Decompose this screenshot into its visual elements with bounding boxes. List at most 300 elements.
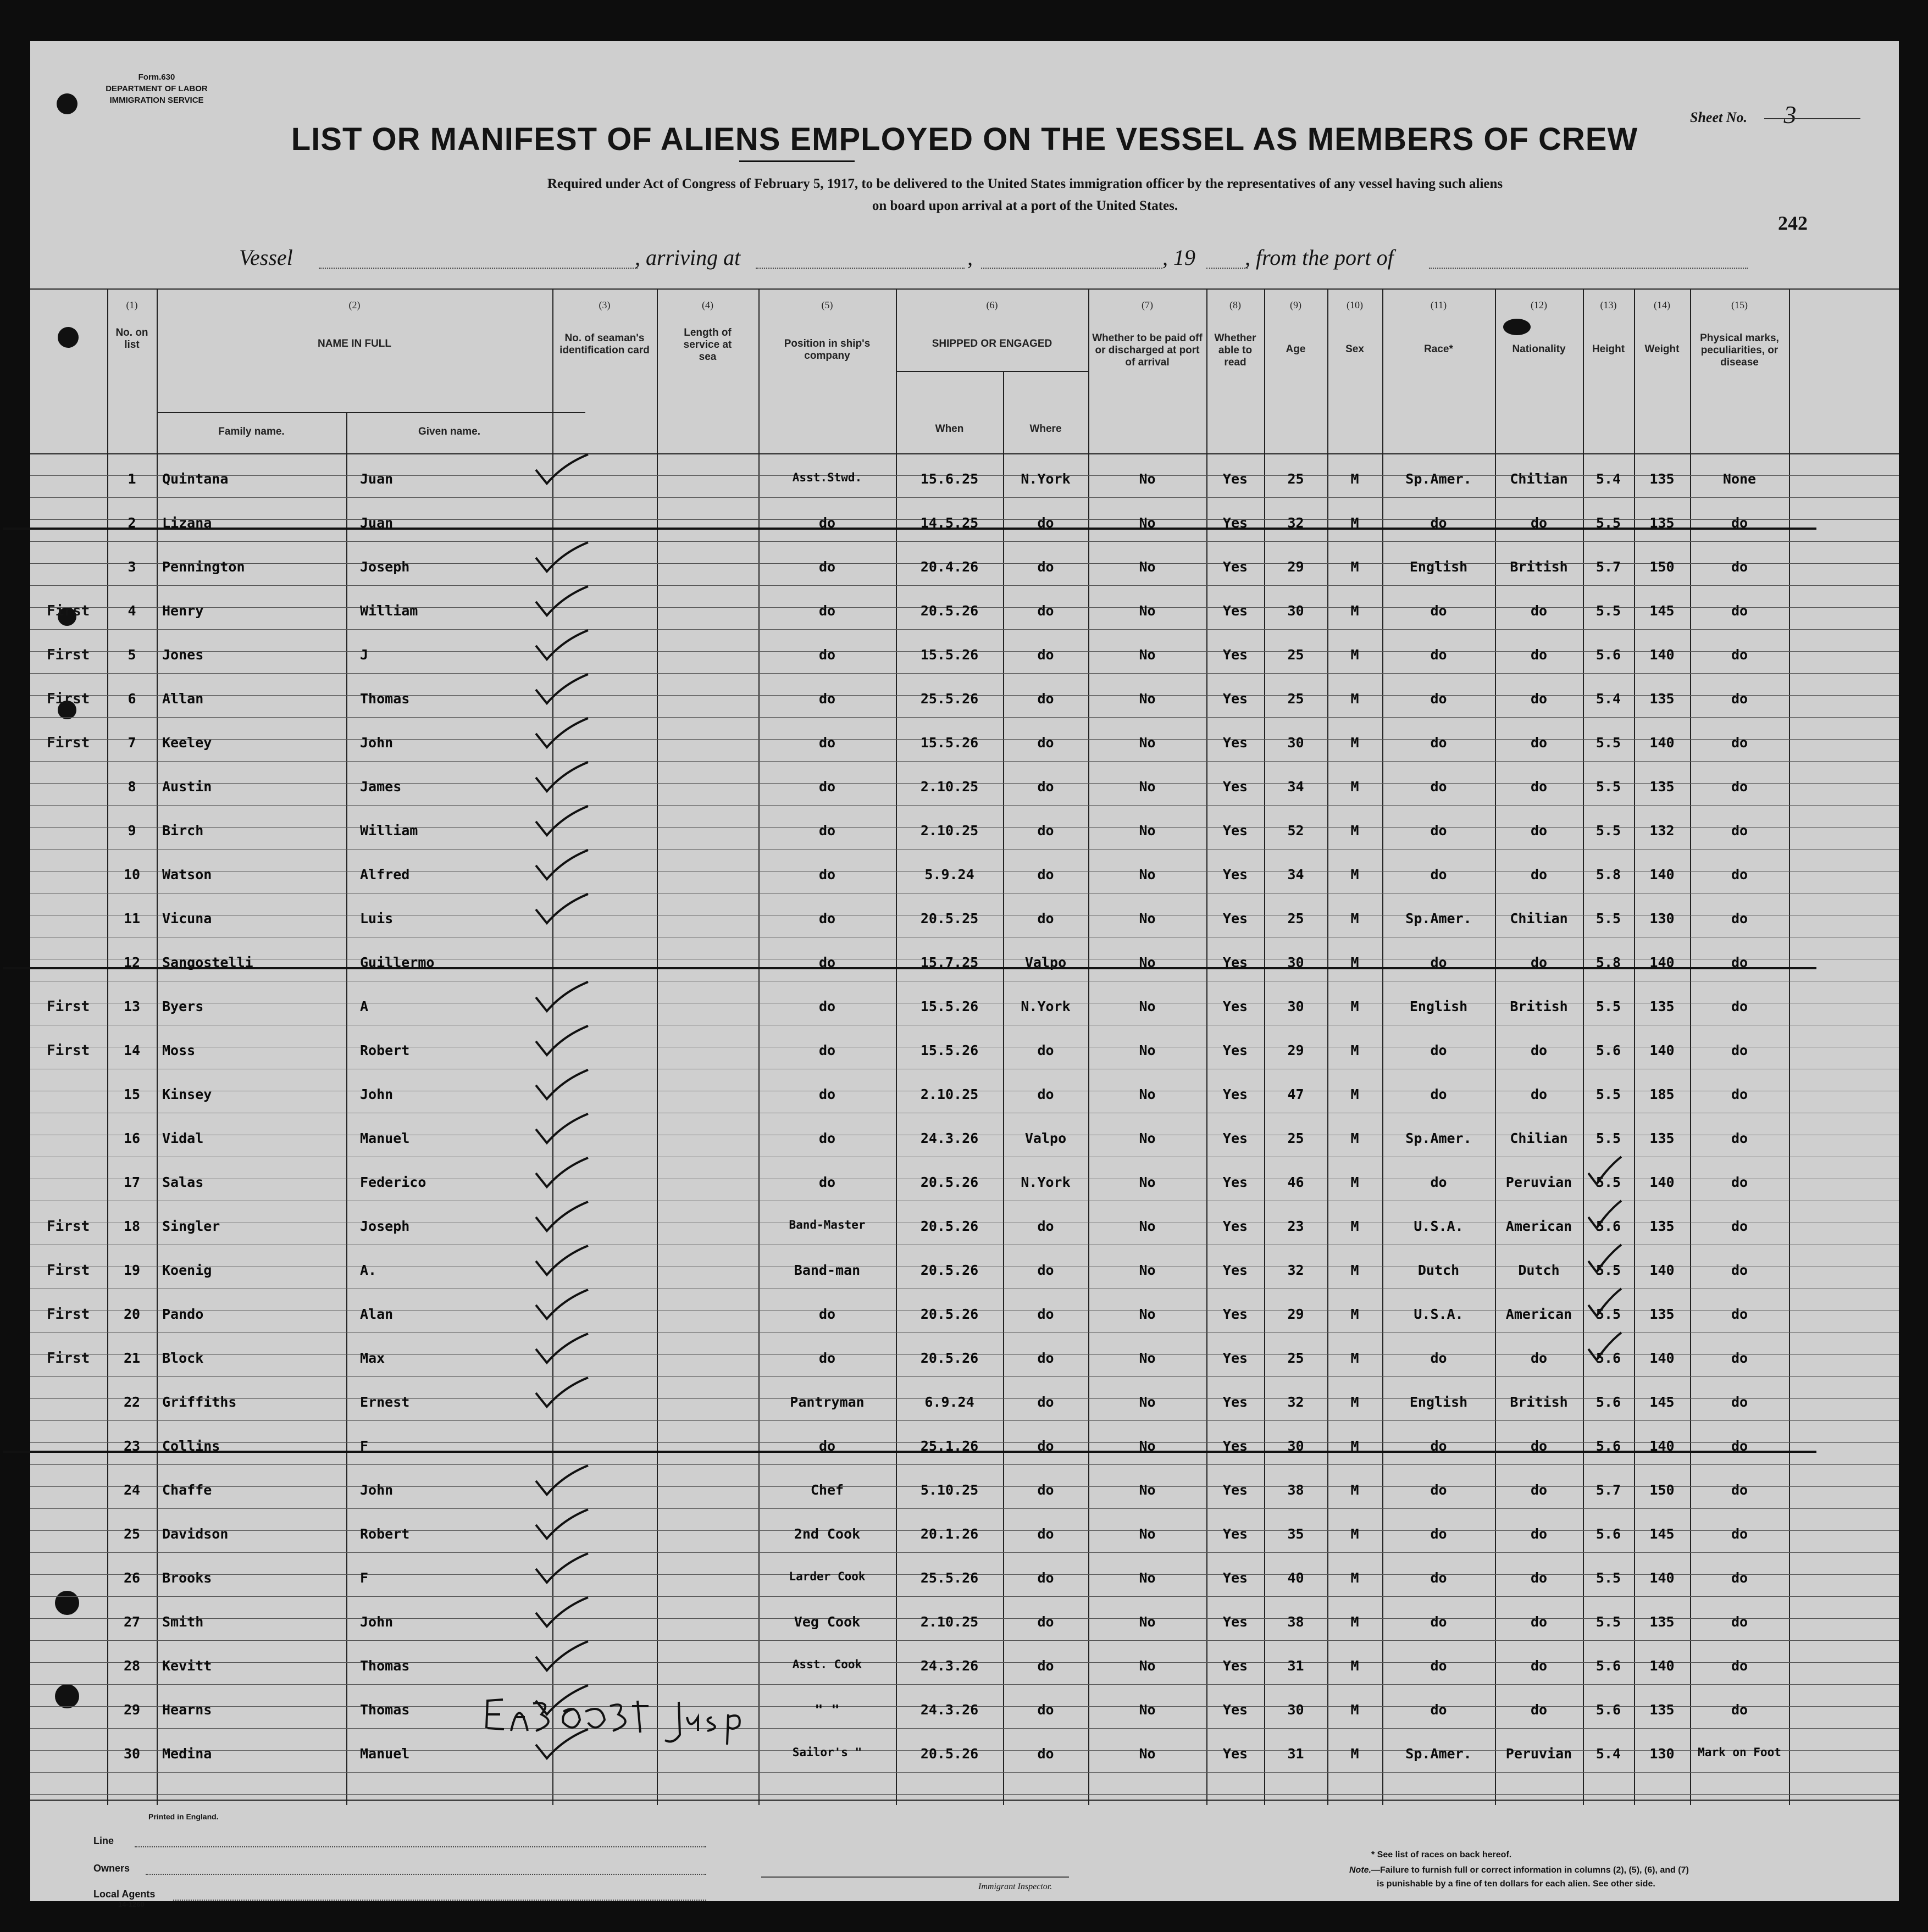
penalty-note-2: is punishable by a fine of ten dollars for each alien. See other side. <box>1377 1879 1655 1889</box>
cell-weight: 135 <box>1649 1306 1675 1322</box>
cell-shipped-where: Valpo <box>1024 954 1067 970</box>
col-header-physical-marks: Physical marks, peculiarities, or disease <box>1700 332 1779 368</box>
cell-no: 24 <box>123 1482 141 1498</box>
cell-race: U.S.A. <box>1414 1218 1464 1234</box>
cell-weight: 135 <box>1649 515 1675 531</box>
col-header-nationality: Nationality <box>1512 343 1566 355</box>
cell-position: do <box>818 559 836 575</box>
cell-weight: 140 <box>1649 1350 1675 1366</box>
cell-sex: M <box>1350 1086 1359 1102</box>
cell-shipped-when: 5.10.25 <box>920 1482 979 1498</box>
cell-given-name: Alan <box>360 1306 394 1322</box>
cell-age: 32 <box>1287 515 1304 531</box>
cell-position: do <box>818 1130 836 1146</box>
cell-able-to-read: Yes <box>1222 1174 1248 1190</box>
cell-family-name: Sangostelli <box>162 954 253 970</box>
cell-paid-off: No <box>1139 1394 1156 1410</box>
row-annotation: First <box>47 1262 90 1279</box>
cell-shipped-when: 25.5.26 <box>920 1570 979 1586</box>
cell-position: Asst.Stwd. <box>792 471 862 484</box>
cell-race: do <box>1430 823 1447 839</box>
cell-shipped-where: do <box>1037 1746 1054 1762</box>
checkmark-icon <box>533 629 594 662</box>
cell-shipped-when: 6.9.24 <box>924 1394 974 1410</box>
cell-able-to-read: Yes <box>1222 998 1248 1014</box>
cell-shipped-when: 20.5.26 <box>920 1350 979 1366</box>
cell-no: 30 <box>123 1746 141 1762</box>
cell-sex: M <box>1350 1702 1359 1718</box>
cell-shipped-where: do <box>1037 1702 1054 1718</box>
cell-shipped-where: do <box>1037 691 1054 707</box>
cell-given-name: Manuel <box>360 1130 410 1146</box>
owners-field[interactable] <box>146 1874 706 1875</box>
cell-physical-marks: do <box>1731 779 1748 795</box>
ruling-line <box>30 673 1899 674</box>
manifest-sheet <box>30 41 1899 1908</box>
cell-family-name: Henry <box>162 603 204 619</box>
ruling-line <box>30 1552 1899 1553</box>
cell-no: 29 <box>123 1702 141 1718</box>
cell-able-to-read: Yes <box>1222 1262 1248 1278</box>
cell-able-to-read: Yes <box>1222 911 1248 926</box>
cell-sex: M <box>1350 559 1359 575</box>
cell-shipped-when: 15.5.26 <box>920 647 979 663</box>
cell-age: 31 <box>1287 1658 1304 1674</box>
cell-race: English <box>1409 998 1468 1014</box>
tick-icon <box>1586 1330 1624 1363</box>
col-header-service-length: Length of service at sea <box>683 327 732 363</box>
cell-height: 5.6 <box>1595 1438 1621 1454</box>
cell-able-to-read: Yes <box>1222 1482 1248 1498</box>
cell-weight: 140 <box>1649 1262 1675 1278</box>
cell-family-name: Jones <box>162 647 204 663</box>
cell-age: 25 <box>1287 1350 1304 1366</box>
cell-age: 34 <box>1287 779 1304 795</box>
cell-race: Sp.Amer. <box>1405 1130 1472 1146</box>
cell-able-to-read: Yes <box>1222 559 1248 575</box>
cell-position: do <box>818 998 836 1014</box>
cell-no: 3 <box>128 559 136 575</box>
cell-race: English <box>1409 559 1468 575</box>
cell-position: do <box>818 823 836 839</box>
cell-height: 5.5 <box>1595 1086 1621 1102</box>
cell-shipped-where: do <box>1037 1614 1054 1630</box>
col-number: (9) <box>1290 299 1301 310</box>
port-field[interactable] <box>1429 268 1748 269</box>
inspector-line <box>761 1877 1069 1878</box>
ruling-line <box>30 1420 1899 1421</box>
cell-position: Sailor's " <box>792 1746 862 1759</box>
col-number: (15) <box>1731 299 1748 310</box>
cell-nationality: British <box>1510 998 1568 1014</box>
cell-age: 30 <box>1287 998 1304 1014</box>
cell-given-name: A. <box>360 1262 377 1278</box>
cell-family-name: Davidson <box>162 1526 229 1542</box>
cell-no: 20 <box>123 1306 141 1322</box>
agents-field[interactable] <box>173 1900 706 1901</box>
checkmark-icon <box>533 1025 594 1058</box>
ruling-line <box>30 761 1899 762</box>
cell-paid-off: No <box>1139 954 1156 970</box>
cell-family-name: Keeley <box>162 735 212 751</box>
cell-paid-off: No <box>1139 1306 1156 1322</box>
cell-height: 5.6 <box>1595 1350 1621 1366</box>
cell-age: 52 <box>1287 823 1304 839</box>
date-field[interactable] <box>981 268 1162 269</box>
col-header-read: Whether able to read <box>1214 332 1256 368</box>
cell-shipped-where: do <box>1037 559 1054 575</box>
cell-given-name: F <box>360 1570 369 1586</box>
cell-height: 5.5 <box>1595 1614 1621 1630</box>
cell-given-name: Federico <box>360 1174 426 1190</box>
cell-sex: M <box>1350 867 1359 882</box>
cell-sex: M <box>1350 1306 1359 1322</box>
cell-shipped-when: 20.5.26 <box>920 603 979 619</box>
cell-shipped-when: 20.5.26 <box>920 1306 979 1322</box>
row-annotation: First <box>47 647 90 663</box>
cell-paid-off: No <box>1139 1482 1156 1498</box>
cell-given-name: James <box>360 779 402 795</box>
cell-nationality: do <box>1530 1614 1548 1630</box>
col-number: (4) <box>702 299 713 310</box>
col-header-given-name: Given name. <box>418 426 480 437</box>
cell-able-to-read: Yes <box>1222 779 1248 795</box>
cell-able-to-read: Yes <box>1222 1218 1248 1234</box>
tick-icon <box>1586 1286 1624 1319</box>
cell-race: do <box>1430 1482 1447 1498</box>
cell-physical-marks: do <box>1731 1350 1748 1366</box>
cell-paid-off: No <box>1139 1130 1156 1146</box>
cell-physical-marks: do <box>1731 1306 1748 1322</box>
cell-height: 5.6 <box>1595 1526 1621 1542</box>
cell-no: 26 <box>123 1570 141 1586</box>
cell-paid-off: No <box>1139 735 1156 751</box>
cell-height: 5.5 <box>1595 1570 1621 1586</box>
cell-race: do <box>1430 779 1447 795</box>
cell-race: do <box>1430 954 1447 970</box>
cell-age: 25 <box>1287 647 1304 663</box>
cell-nationality: do <box>1530 823 1548 839</box>
cell-able-to-read: Yes <box>1222 735 1248 751</box>
cell-physical-marks: do <box>1731 735 1748 751</box>
department-name: DEPARTMENT OF LABOR <box>106 84 208 93</box>
cell-shipped-when: 25.5.26 <box>920 691 979 707</box>
checkmark-icon <box>533 673 594 706</box>
cell-sex: M <box>1350 735 1359 751</box>
race-note: * See list of races on back hereof. <box>1371 1850 1512 1859</box>
cell-given-name: Thomas <box>360 1658 410 1674</box>
col-header-paid-off: Whether to be paid off or discharged at port of arrival <box>1092 332 1203 368</box>
col-number: (1) <box>126 299 138 310</box>
cell-shipped-when: 20.4.26 <box>920 559 979 575</box>
cell-shipped-where: do <box>1037 1438 1054 1454</box>
cell-nationality: do <box>1530 1438 1548 1454</box>
cell-shipped-where: do <box>1037 1306 1054 1322</box>
cell-physical-marks: do <box>1731 515 1748 531</box>
cell-shipped-where: do <box>1037 1086 1054 1102</box>
cell-nationality: do <box>1530 779 1548 795</box>
cell-race: do <box>1430 1614 1447 1630</box>
tick-icon <box>1586 1242 1624 1275</box>
cell-race: do <box>1430 603 1447 619</box>
cell-physical-marks: do <box>1731 1086 1748 1102</box>
cell-paid-off: No <box>1139 1658 1156 1674</box>
cell-position: do <box>818 1350 836 1366</box>
cell-nationality: American <box>1505 1218 1572 1234</box>
cell-able-to-read: Yes <box>1222 1526 1248 1542</box>
cell-given-name: Max <box>360 1350 385 1366</box>
cell-nationality: Chilian <box>1510 911 1568 926</box>
sheet-number-label: Sheet No. <box>1690 109 1747 125</box>
cell-family-name: Block <box>162 1350 204 1366</box>
cell-given-name: Luis <box>360 911 394 926</box>
cell-shipped-when: 14.5.25 <box>920 515 979 531</box>
cell-able-to-read: Yes <box>1222 1086 1248 1102</box>
checkmark-icon <box>533 541 594 574</box>
cell-family-name: Collins <box>162 1438 220 1454</box>
form-identification <box>93 71 220 106</box>
cell-nationality: do <box>1530 1350 1548 1366</box>
arriving-field[interactable] <box>756 268 965 269</box>
note-label: Note. <box>1349 1866 1371 1875</box>
checkmark-icon <box>533 453 594 486</box>
cell-family-name: Allan <box>162 691 204 707</box>
ruling-line <box>30 805 1899 806</box>
cell-age: 30 <box>1287 954 1304 970</box>
cell-shipped-where: do <box>1037 1394 1054 1410</box>
cell-family-name: Hearns <box>162 1702 212 1718</box>
col-header-weight: Weight <box>1644 343 1680 355</box>
cell-no: 9 <box>128 823 136 839</box>
cell-family-name: Birch <box>162 823 204 839</box>
col-number: (13) <box>1600 299 1617 310</box>
cell-sex: M <box>1350 1042 1359 1058</box>
cell-no: 23 <box>123 1438 141 1454</box>
cell-height: 5.5 <box>1595 515 1621 531</box>
cell-nationality: do <box>1530 1658 1548 1674</box>
cell-sex: M <box>1350 603 1359 619</box>
line-label: Line <box>93 1835 114 1846</box>
col-header-age: Age <box>1286 343 1306 355</box>
cell-position: 2nd Cook <box>794 1526 861 1542</box>
cell-sex: M <box>1350 1438 1359 1454</box>
cell-shipped-where: N.York <box>1021 471 1071 487</box>
cell-position: do <box>818 779 836 795</box>
cell-height: 5.6 <box>1595 1218 1621 1234</box>
cell-sex: M <box>1350 1658 1359 1674</box>
cell-age: 46 <box>1287 1174 1304 1190</box>
cell-weight: 135 <box>1649 1702 1675 1718</box>
col-header-race: Race* <box>1424 343 1453 355</box>
cell-age: 34 <box>1287 867 1304 882</box>
cell-nationality: do <box>1530 954 1548 970</box>
cell-nationality: do <box>1530 1702 1548 1718</box>
cell-position: Larder Cook <box>789 1570 866 1583</box>
cell-given-name: Robert <box>360 1526 410 1542</box>
punch-hole <box>57 93 77 114</box>
cell-height: 5.6 <box>1595 1702 1621 1718</box>
row-annotation: First <box>47 1306 90 1323</box>
cell-weight: 140 <box>1649 1438 1675 1454</box>
cell-no: 28 <box>123 1658 141 1674</box>
cell-able-to-read: Yes <box>1222 867 1248 882</box>
cell-position: do <box>818 1086 836 1102</box>
cell-paid-off: No <box>1139 1350 1156 1366</box>
cell-race: Sp.Amer. <box>1405 471 1472 487</box>
cell-age: 38 <box>1287 1482 1304 1498</box>
checkmark-icon <box>533 585 594 618</box>
cell-paid-off: No <box>1139 1218 1156 1234</box>
cell-no: 8 <box>128 779 136 795</box>
cell-height: 5.6 <box>1595 647 1621 663</box>
cell-physical-marks: do <box>1731 1394 1748 1410</box>
cell-shipped-when: 2.10.25 <box>920 1086 979 1102</box>
cell-weight: 140 <box>1649 1042 1675 1058</box>
cell-weight: 145 <box>1649 1394 1675 1410</box>
cell-age: 30 <box>1287 603 1304 619</box>
cell-shipped-when: 15.7.25 <box>920 954 979 970</box>
cell-nationality: do <box>1530 1042 1548 1058</box>
cell-shipped-where: do <box>1037 823 1054 839</box>
line-field[interactable] <box>135 1846 706 1847</box>
cell-physical-marks: None <box>1722 471 1757 487</box>
ruling-line <box>30 717 1899 718</box>
cell-given-name: John <box>360 1614 394 1630</box>
cell-shipped-when: 2.10.25 <box>920 823 979 839</box>
cell-height: 5.7 <box>1595 559 1621 575</box>
note-text: —Failure to furnish full or correct information in columns (2), (5), (6), and (7) <box>1371 1866 1689 1875</box>
cell-given-name: Manuel <box>360 1746 410 1762</box>
arriving-label: , arriving at <box>635 245 741 270</box>
cell-no: 4 <box>128 603 136 619</box>
cell-position: do <box>818 867 836 882</box>
cell-shipped-where: do <box>1037 1658 1054 1674</box>
col-header-when: When <box>935 423 964 435</box>
year-field[interactable] <box>1206 268 1248 269</box>
cell-height: 5.4 <box>1595 1746 1621 1762</box>
strikethrough-line <box>3 528 1816 530</box>
cell-height: 5.5 <box>1595 735 1621 751</box>
cell-paid-off: No <box>1139 779 1156 795</box>
cell-able-to-read: Yes <box>1222 1130 1248 1146</box>
vessel-field[interactable] <box>319 268 638 269</box>
checkmark-icon <box>533 1289 594 1322</box>
strikethrough-line <box>3 1451 1816 1453</box>
sheet-number-underline <box>1764 118 1860 119</box>
cell-shipped-where: do <box>1037 515 1054 531</box>
cell-age: 29 <box>1287 559 1304 575</box>
tick-icon <box>1586 1154 1624 1187</box>
cell-sex: M <box>1350 647 1359 663</box>
cell-height: 5.5 <box>1595 1306 1621 1322</box>
cell-height: 5.4 <box>1595 471 1621 487</box>
cell-race: Sp.Amer. <box>1405 911 1472 926</box>
cell-no: 7 <box>128 735 136 751</box>
agents-code: 14-1260 <box>118 1900 145 1908</box>
cell-no: 17 <box>123 1174 141 1190</box>
inspector-signature <box>481 1690 767 1750</box>
cell-paid-off: No <box>1139 1042 1156 1058</box>
cell-family-name: Pando <box>162 1306 204 1322</box>
cell-able-to-read: Yes <box>1222 1614 1248 1630</box>
cell-weight: 145 <box>1649 603 1675 619</box>
cell-no: 15 <box>123 1086 141 1102</box>
cell-given-name: John <box>360 1482 394 1498</box>
ruling-line <box>30 1640 1899 1641</box>
checkmark-icon <box>533 1464 594 1497</box>
ruling-line <box>30 1464 1899 1465</box>
col-header-no: No. on list <box>115 327 148 351</box>
cell-nationality: do <box>1530 1086 1548 1102</box>
cell-sex: M <box>1350 1482 1359 1498</box>
cell-paid-off: No <box>1139 515 1156 531</box>
cell-nationality: Peruvian <box>1505 1174 1572 1190</box>
cell-race: do <box>1430 1086 1447 1102</box>
cell-sex: M <box>1350 1526 1359 1542</box>
col-header-height: Height <box>1592 343 1625 355</box>
cell-shipped-where: do <box>1037 1526 1054 1542</box>
page-title: LIST OR MANIFEST OF ALIENS EMPLOYED ON THE VESSEL AS MEMBERS OF CREW <box>291 121 1638 157</box>
title-underline <box>739 160 855 162</box>
cell-age: 23 <box>1287 1218 1304 1234</box>
cell-paid-off: No <box>1139 1086 1156 1102</box>
cell-age: 25 <box>1287 911 1304 926</box>
cell-weight: 140 <box>1649 867 1675 882</box>
cell-shipped-when: 20.5.25 <box>920 911 979 926</box>
col-number: (2) <box>348 299 361 310</box>
cell-weight: 150 <box>1649 1482 1675 1498</box>
cell-sex: M <box>1350 1350 1359 1366</box>
cell-given-name: Juan <box>360 515 394 531</box>
cell-age: 30 <box>1287 735 1304 751</box>
cell-age: 29 <box>1287 1306 1304 1322</box>
cell-weight: 140 <box>1649 1174 1675 1190</box>
cell-sex: M <box>1350 1130 1359 1146</box>
cell-height: 5.5 <box>1595 911 1621 926</box>
cell-race: do <box>1430 1570 1447 1586</box>
ruling-line <box>30 629 1899 630</box>
row-annotation: First <box>47 1218 90 1235</box>
cell-shipped-when: 20.5.26 <box>920 1174 979 1190</box>
cell-family-name: Vicuna <box>162 911 212 926</box>
col-number: (7) <box>1142 299 1153 310</box>
cell-family-name: Brooks <box>162 1570 212 1586</box>
cell-nationality: do <box>1530 1570 1548 1586</box>
cell-physical-marks: do <box>1731 867 1748 882</box>
cell-able-to-read: Yes <box>1222 1394 1248 1410</box>
cell-no: 6 <box>128 691 136 707</box>
tick-icon <box>1586 1198 1624 1231</box>
cell-position: Pantryman <box>790 1394 865 1410</box>
cell-sex: M <box>1350 1394 1359 1410</box>
col-header-name: NAME IN FULL <box>317 338 392 349</box>
cell-given-name: Thomas <box>360 691 410 707</box>
checkmark-icon <box>533 1201 594 1234</box>
cell-shipped-where: Valpo <box>1024 1130 1067 1146</box>
batch-number: 242 <box>1778 212 1808 234</box>
cell-paid-off: No <box>1139 1438 1156 1454</box>
cell-given-name: Alfred <box>360 867 410 882</box>
cell-paid-off: No <box>1139 1702 1156 1718</box>
col-number: (3) <box>599 299 611 310</box>
cell-no: 12 <box>123 954 141 970</box>
cell-paid-off: No <box>1139 647 1156 663</box>
checkmark-icon <box>533 717 594 750</box>
cell-paid-off: No <box>1139 1570 1156 1586</box>
cell-able-to-read: Yes <box>1222 691 1248 707</box>
form-number: Form.630 <box>138 73 175 82</box>
cell-height: 5.5 <box>1595 1174 1621 1190</box>
